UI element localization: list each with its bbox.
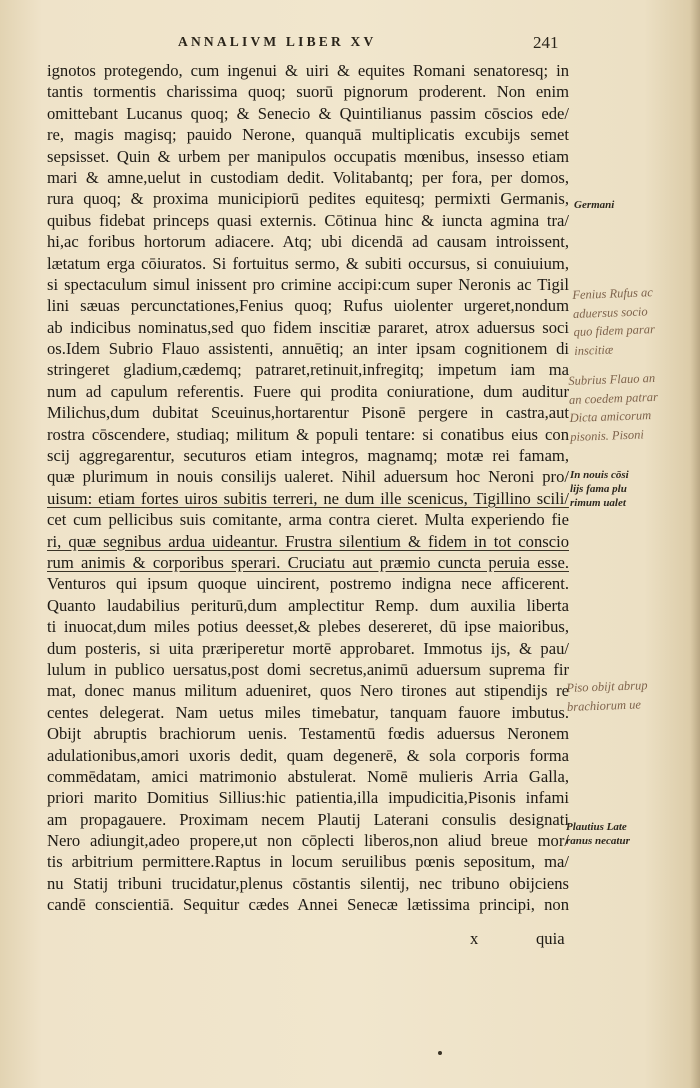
page-number: 241 (533, 33, 559, 52)
text-line: am propagauere. Proximam necem Plautij Laterani consulis designati (47, 809, 569, 829)
printed-side-note (566, 820, 630, 848)
signature-mark: x (470, 929, 479, 948)
handwritten-note (566, 676, 649, 716)
text-line: ab indicibus nominatus,sed quo fidem inscitiæ pararet, atrox aduersus soci (47, 317, 569, 337)
handwritten-line: Subrius Flauo an (568, 370, 656, 388)
text-line: priori marito Domitius Sillius:hic patientia,illa impudicitia,Pisonis infami (47, 788, 569, 808)
printed-side-note (570, 468, 629, 510)
text-line: quibus fidebat princeps quasi externis. Cōtinua hinc & iuncta agmina tra/ (47, 210, 569, 230)
text-line: scij aggregarentur, secuturos etiam integros, magnamq; motæ rei famam, (47, 446, 569, 466)
handwritten-line: inscitiæ (574, 342, 614, 358)
text-line: Obijt abruptis brachiorum uenis. Testamentū fœdis aduersus Neronem (47, 724, 569, 744)
text-line: Quanto laudabilius periturū,dum amplectitur Remp. dum auxilia liberta (47, 595, 569, 615)
handwritten-line: Dicta amicorum (569, 408, 652, 425)
body-text (47, 60, 569, 916)
text-line: dum posteris, si uita præriperetur mortē approbaret. Immotus ijs, & pau/ (47, 638, 569, 658)
side-note-line: Germani (574, 199, 615, 211)
handwritten-line: brachiorum ue (566, 696, 642, 714)
text-line: cet cum pellicibus suis comitante, arma contra cieret. Multa experiendo fie (47, 510, 569, 530)
ink-speck (438, 1051, 442, 1055)
text-line: candē conscientiā. Sequitur cædes Annei Senecæ lætissima principi, non (47, 895, 569, 915)
text-line: sepsisset. Quin & urbem per manipulos occupatis mœnibus, insesso etiam (47, 146, 569, 166)
text-line: tis arbitrium permittere.Raptus in locum seruilibus pœnis sepositum, ma/ (47, 852, 569, 872)
text-line: mari & amne,uelut in custodiam dedit. Volitabantq; per fora, per domos, (47, 167, 569, 187)
handwritten-line: quo fidem parar (573, 322, 656, 339)
handwritten-note (568, 369, 659, 446)
side-note-line: lijs fama plu (570, 483, 627, 495)
text-line: lætatum erga cōiuratos. Si fortuitus sermo, & subiti occursus, si conuiuium, (47, 253, 569, 273)
text-line-underlined (47, 488, 569, 509)
text-line: tantis tormentis charissima quoq; suorū pignorum proderent. Non enim (47, 82, 569, 102)
text-line: quæ plurimum in nouis consilijs ualeret. Nihil aduersum hoc Neroni pro/ (47, 467, 569, 487)
text-line: lini sæuas percunctationes,Fenius quoq; Rufus uiolenter urgeret,nondum (47, 296, 569, 316)
text-line: re, magis magisq; pauido Nerone, quanquā multiplicatis excubijs semet (47, 125, 569, 145)
printed-side-note (574, 198, 614, 212)
underlined-text: uisum: etiam fortes uiros subitis terreri, ne dum ille scenicus, Tigillino scili/ (47, 488, 569, 508)
text-line: os.Idem Subrio Flauo assistenti, annuētiq; an inter ipsam cognitionem di (47, 339, 569, 359)
text-line: si spectaculum simul inissent pro crimine accipi:cum super Neronis ac Tigil (47, 274, 569, 294)
text-line: hi,ac foribus hortorum adiacere. Atq; ubi dicendā ad causam introissent, (47, 232, 569, 252)
handwritten-line: an coedem patrar (568, 389, 659, 407)
handwritten-line: Piso obijt abrup (566, 678, 648, 695)
page-edge-shadow (690, 0, 700, 1088)
text-line: rura quoq; & proxima municipiorū pedites equitesq; permixti Germanis, (47, 189, 569, 209)
side-note-line: ranus necatur (566, 835, 630, 847)
side-note-line: Plautius Late (566, 821, 627, 833)
handwritten-line: pisonis. Pisoni (570, 426, 645, 444)
running-head: ANNALIVM LIBER XV (178, 34, 377, 49)
text-line-underlined (47, 552, 569, 573)
handwritten-line: Fenius Rufus ac (572, 285, 654, 302)
side-note-line: rimum ualet (570, 497, 626, 509)
catchword: quia (536, 929, 565, 948)
handwritten-note (572, 283, 656, 360)
text-line: commēdatam, amici matrimonio abstulerat. Nomē mulieris Arria Galla, (47, 766, 569, 786)
text-line: Nero adiungit,adeo propere,ut non cōplecti liberos,non aliud breue mor/ (47, 831, 569, 851)
text-line: lulum in publico uersatus,post domi secretus,animū aduersum suprema fir (47, 659, 569, 679)
text-line: Venturos qui ipsum quoque uincirent, postremo indigna nece afficerent. (47, 574, 569, 594)
text-line: adulationibus,amori uxoris dedit, quam degenerē, & sola corporis forma (47, 745, 569, 765)
text-line: ignotos protegendo, cum ingenui & uiri & equites Romani senatoresq; in (47, 61, 569, 80)
text-line: stringeret gladium,cædemq; patraret,retinuit,infregitq; impetum iam ma (47, 360, 569, 380)
underlined-text: rum animis & corporibus sperari. Cruciatu aut præmio cuncta peruia esse. (47, 552, 569, 572)
text-line: ti inuocat,dum miles potius deesset,& plebes desereret, dū ipse maioribus, (47, 617, 569, 637)
text-line: num ad capulum referentis. Fuere qui prodita coniuratione, dum auditur (47, 381, 569, 401)
text-line: nu Statij tribuni trucidatur,plenus cōstantis silentij, nec tribuno obijciens (47, 873, 569, 893)
underlined-text: ri, quæ segnibus ardua uideantur. Frustra silentium & fidem in tot conscio (47, 531, 569, 551)
text-line: mat, donec manus militum adueniret, quos Nero tirones aut stipendijs re (47, 681, 569, 701)
text-line: omittebant Lucanus quoq; & Senecio & Quintilianus passim cōscios ede/ (47, 103, 569, 123)
text-line: rostra cōscendere, studiaq; militum & populi tentare: si conatibus eius con (47, 424, 569, 444)
handwritten-line: aduersus socio (572, 303, 648, 321)
text-line: Milichus,dum dubitat Sceuinus,hortarentur Pisonē pergere in castra,aut (47, 403, 569, 423)
side-note-line: In nouis cōsi (570, 469, 629, 481)
text-line: centes delegerat. Nam uetus miles timebatur, tanquam fauore imbutus. (47, 702, 569, 722)
text-line-underlined (47, 531, 569, 552)
